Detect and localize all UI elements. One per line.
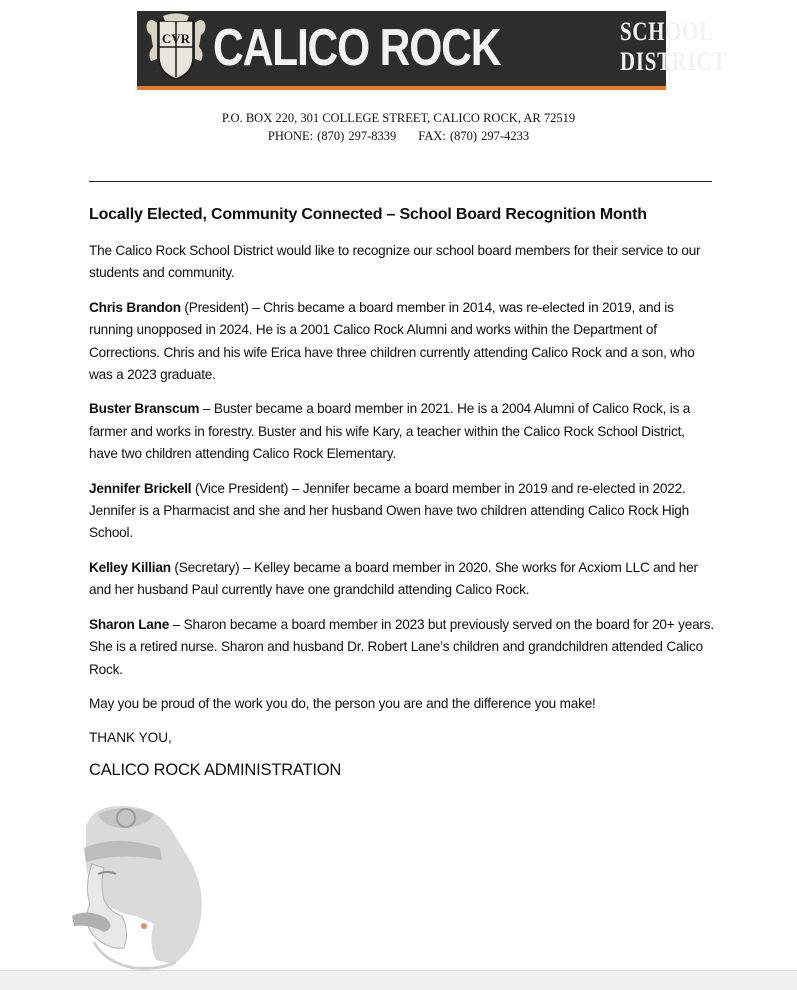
phone-number: PHONE: (870) 297-8339 — [267, 129, 397, 143]
pirate-mascot-watermark-icon — [64, 804, 209, 970]
member-name: Jennifer Brickell — [89, 480, 192, 496]
district-name: CALICO ROCK — [213, 19, 501, 77]
member-bio: (Vice President) – Jennifer became a board member in 2019 and re-elected in 2022. Jennifer is a Pharmacist and she and her husband Owen have two children attending Calico Rock High School. — [89, 480, 690, 541]
mailing-address: P.O. BOX 220, 301 COLLEGE STREET, CALICO ROCK, AR 72519 — [221, 111, 576, 125]
member-name: Buster Branscum — [89, 401, 200, 417]
member-name: Sharon Lane — [89, 616, 170, 632]
contact-line — [0, 129, 797, 144]
article-title: Locally Elected, Community Connected – School Board Recognition Month — [89, 206, 647, 223]
letter-body — [89, 204, 715, 781]
member-bio: – Sharon became a board member in 2023 but previously served on the board for 20+ years. She is a retired nurse. Sharon and husband Dr. Robert Lane’s children and grandchildren attended Calico Rock. — [89, 616, 714, 677]
thank-you: THANK YOU, — [89, 730, 172, 746]
member-paragraph — [89, 557, 715, 602]
district-subtitle-line1: SCHOOL — [620, 17, 714, 46]
district-crest-icon — [143, 13, 209, 83]
crest-letters: CVR — [161, 31, 191, 46]
district-subtitle — [620, 17, 727, 77]
member-paragraph — [89, 297, 715, 387]
header-divider — [89, 181, 712, 182]
member-paragraph — [89, 478, 715, 545]
fax-number: FAX: (870) 297-4233 — [418, 129, 530, 143]
district-banner — [137, 11, 727, 90]
closing-sentence: May you be proud of the work you do, the person you are and the difference you make! — [89, 695, 596, 711]
viewer-bottom-bar — [0, 970, 797, 990]
member-bio: (Secretary) – Kelley became a board member in 2020. She works for Acxiom LLC and her and her husband Paul currently have one grandchild attending Calico Rock. — [89, 559, 698, 598]
district-subtitle-line2: DISTRICT — [620, 47, 727, 76]
intro-paragraph: The Calico Rock School District would like to recognize our school board members for their service to our students and community. — [89, 243, 701, 281]
member-paragraph — [89, 614, 715, 681]
member-bio: – Buster became a board member in 2021. He is a 2004 Alumni of Calico Rock, is a farmer and works in forestry. Buster and his wife Kary, a teacher within the Calico Rock School District, have two children attending Calico Rock Elementary. — [89, 401, 691, 462]
member-paragraph — [89, 398, 715, 465]
member-name: Kelley Killian — [89, 559, 171, 575]
member-bio: (President) – Chris became a board member in 2014, was re-elected in 2019, and is running unopposed in 2024. He is a 2001 Calico Rock Alumni and works within the Department of Corrections. Chris and his wife Erica have three children currently attending Calico Rock and a son, who was a 2023 graduate. — [89, 299, 695, 383]
signature: CALICO ROCK ADMINISTRATION — [89, 761, 342, 780]
member-name: Chris Brandon — [89, 299, 181, 315]
